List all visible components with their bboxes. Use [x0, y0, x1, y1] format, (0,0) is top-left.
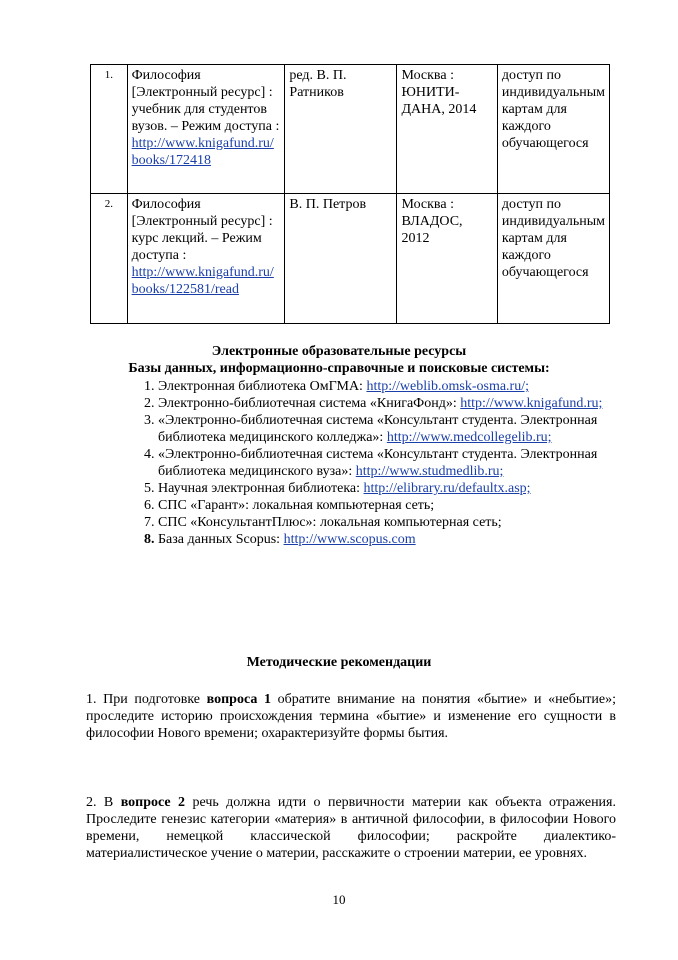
databases-heading: Базы данных, информационно-справочные и поисковые системы: [128, 361, 550, 376]
question-label: вопросе 2 [120, 795, 186, 810]
item-text: СПС «Гарант»: локальная компьютерная сеть; [158, 498, 435, 513]
methodical-heading: Методические рекомендации [246, 655, 432, 670]
resources-list [118, 378, 658, 548]
item-text: СПС «КонсультантПлюс»: локальная компьютерная сеть; [158, 515, 502, 530]
row-number: 2. [91, 194, 128, 324]
paragraph-text: речь должна идти о первичности материи как объекта отражения. Проследите генезис категории «материя» в античной философии, в философии Нового времени, немецкой классической философии; раскройте диалектико-материалистическое учение о материи, расскажите о строении материи, ее уровнях. [86, 795, 616, 861]
paragraph-question-2 [86, 794, 616, 862]
item-text: База данных Scopus: [158, 532, 284, 547]
publisher-cell: Москва : ЮНИТИ-ДАНА, 2014 [397, 65, 497, 194]
list-item [158, 446, 658, 480]
author-cell: В. П. Петров [285, 194, 397, 324]
page-number: 10 [332, 892, 346, 907]
book-title-cell [127, 65, 285, 194]
row-number: 1. [91, 65, 128, 194]
access-cell: доступ по индивидуальным картам для каждого обучающегося [497, 194, 609, 324]
paragraph-text: обратите внимание на понятия «бытие» и «небытие»; проследите историю происхождения термина «бытие» и изменение его сущности в философии Нового времени; охарактеризуйте формы бытия. [86, 692, 617, 741]
literature-table [90, 64, 610, 324]
list-item [158, 497, 658, 514]
book-link[interactable]: http://www.knigafund.ru/books/122581/read [131, 265, 274, 297]
item-text: Электронная библиотека ОмГМА: [158, 379, 367, 394]
list-item [158, 531, 658, 548]
item-link[interactable]: http://www.medcollegelib.ru; [386, 430, 552, 445]
list-item [158, 480, 658, 497]
paragraph-text: 2. В [86, 795, 121, 810]
paragraph-question-1 [86, 691, 616, 742]
item-link[interactable]: http://www.studmedlib.ru; [355, 464, 504, 479]
question-label: вопроса 1 [206, 692, 271, 707]
item-link[interactable]: http://elibrary.ru/defaultx.asp; [363, 481, 531, 496]
resources-heading: Электронные образовательные ресурсы [211, 344, 467, 359]
item-text: Научная электронная библиотека: [158, 481, 364, 496]
list-item [158, 395, 658, 412]
author-cell: ред. В. П. Ратников [285, 65, 397, 194]
list-item [158, 514, 658, 531]
book-title-cell [127, 194, 285, 324]
item-link[interactable]: http://www.knigafund.ru; [460, 396, 603, 411]
item-text: «Электронно-библиотечная система «Консультант студента. Электронная библиотека медицинского колледжа»: [158, 413, 598, 445]
list-item [158, 378, 658, 395]
paragraph-text: 1. При подготовке [86, 692, 207, 707]
item-link[interactable]: http://www.scopus.com [283, 532, 416, 547]
book-link[interactable]: http://www.knigafund.ru/books/172418 [131, 136, 274, 168]
item-text: Электронно-библиотечная система «КнигаФонд»: [158, 396, 461, 411]
table-row [91, 194, 610, 324]
list-item [158, 412, 658, 446]
publisher-cell: Москва : ВЛАДОС, 2012 [397, 194, 497, 324]
table-row [91, 65, 610, 194]
book-title: Философия [Электронный ресурс] : учебник для студентов вузов. – Режим доступа : [131, 68, 280, 134]
item-link[interactable]: http://weblib.omsk-osma.ru/; [366, 379, 529, 394]
item-text: «Электронно-библиотечная система «Консультант студента. Электронная библиотека медицинского вуза»: [158, 447, 598, 479]
book-title: Философия [Электронный ресурс] : курс лекций. – Режим доступа : [131, 197, 273, 263]
access-cell: доступ по индивидуальным картам для каждого обучающегося [497, 65, 609, 194]
